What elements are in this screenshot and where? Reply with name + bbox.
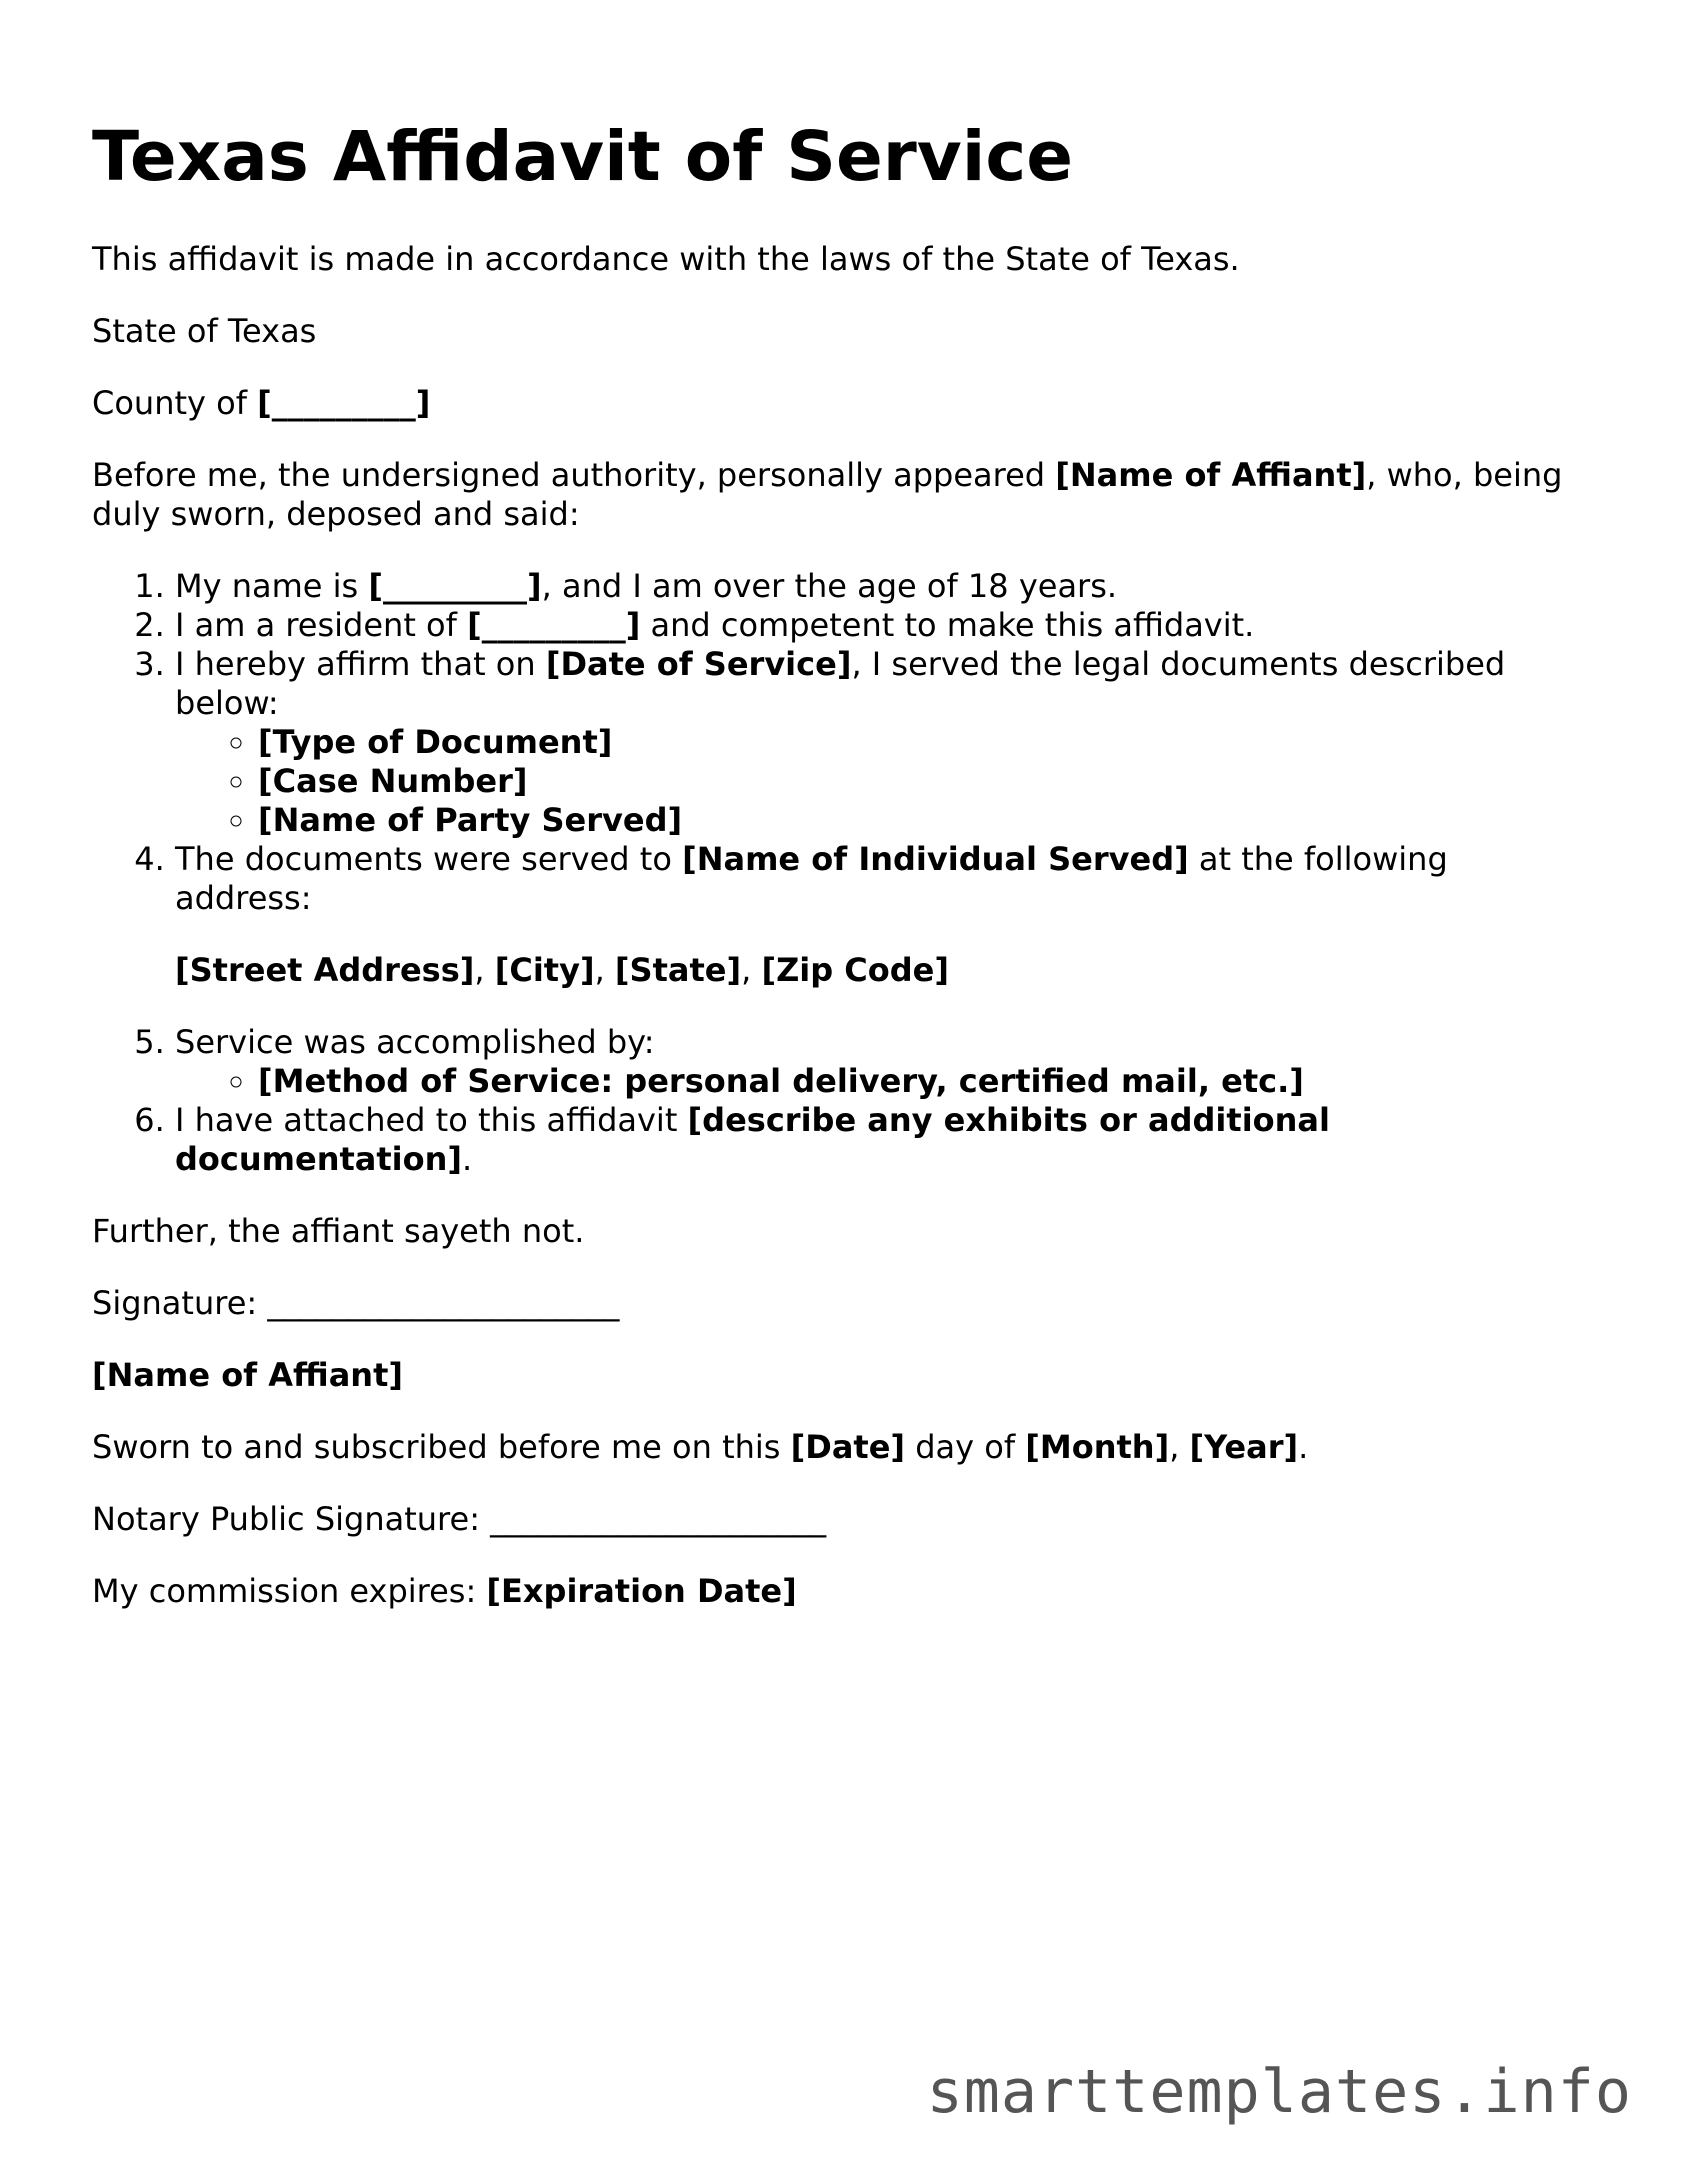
state-placeholder: [State] — [614, 951, 742, 989]
address-separator: , — [474, 951, 495, 989]
commission-line — [92, 1572, 1592, 1611]
item5-text: Service was accomplished by: — [175, 1023, 655, 1061]
item6-post: . — [462, 1140, 473, 1178]
expiration-date-placeholder: [Expiration Date] — [486, 1572, 797, 1610]
list-item — [175, 606, 1592, 645]
county-blank: [_________] — [257, 384, 431, 422]
item3-post: , I served the legal documents described below: — [175, 645, 1506, 722]
address-separator: , — [594, 951, 615, 989]
sub-list-item — [258, 801, 1592, 840]
city-placeholder: [City] — [494, 951, 595, 989]
list-item — [175, 645, 1592, 840]
appearance-paragraph — [92, 456, 1592, 534]
affiant-name-placeholder: [Name of Affiant] — [1055, 456, 1367, 494]
case-number-placeholder: [Case Number] — [258, 762, 528, 800]
name-blank: [_________] — [368, 567, 542, 605]
party-served-placeholder: [Name of Party Served] — [258, 801, 683, 839]
method-list — [175, 1062, 1592, 1101]
address-separator: , — [741, 951, 762, 989]
signature-line: Signature: ______________________ — [92, 1284, 620, 1322]
further-statement: Further, the affiant sayeth not. — [92, 1212, 585, 1250]
sworn-month-placeholder: [Month] — [1025, 1428, 1170, 1466]
notary-signature-line: Notary Public Signature: _____________________ — [92, 1500, 827, 1538]
method-of-service-placeholder: [Method of Service: personal delivery, certified mail, etc.] — [258, 1062, 1304, 1100]
appearance-text-post: , who, being duly sworn, deposed and said: — [92, 456, 1563, 533]
item1-pre: My name is — [175, 567, 369, 605]
item4-pre: The documents were served to — [175, 840, 683, 878]
sworn-mid: day of — [905, 1428, 1026, 1466]
address-line — [175, 951, 1592, 990]
watermark: smarttemplates.info — [926, 2057, 1632, 2127]
sworn-sep: , — [1169, 1428, 1190, 1466]
type-of-document-placeholder: [Type of Document] — [258, 723, 613, 761]
sworn-end: . — [1298, 1428, 1309, 1466]
county-label: County of — [92, 384, 258, 422]
intro-paragraph: This affidavit is made in accordance with the laws of the State of Texas. — [92, 240, 1240, 278]
list-item — [175, 840, 1592, 990]
state-line: State of Texas — [92, 312, 317, 350]
street-placeholder: [Street Address] — [175, 951, 475, 989]
residence-blank: [_________] — [467, 606, 641, 644]
statement-list — [92, 567, 1592, 1179]
document-page — [92, 0, 1592, 1611]
sub-list-item — [258, 762, 1592, 801]
sworn-pre: Sworn to and subscribed before me on this — [92, 1428, 791, 1466]
sub-list-item — [258, 1062, 1592, 1101]
affiant-name-line — [92, 1356, 1592, 1395]
individual-served-placeholder: [Name of Individual Served] — [682, 840, 1189, 878]
appearance-text-pre: Before me, the undersigned authority, personally appeared — [92, 456, 1056, 494]
zip-placeholder: [Zip Code] — [761, 951, 949, 989]
sub-list-item — [258, 723, 1592, 762]
item2-post: and competent to make this affidavit. — [640, 606, 1255, 644]
sworn-line — [92, 1428, 1592, 1467]
sworn-date-placeholder: [Date] — [790, 1428, 906, 1466]
item3-pre: I hereby affirm that on — [175, 645, 546, 683]
list-item — [175, 1101, 1592, 1179]
list-item — [175, 1023, 1592, 1101]
page-title: Texas Affidavit of Service — [92, 117, 1074, 197]
sworn-year-placeholder: [Year] — [1189, 1428, 1299, 1466]
item1-post: , and I am over the age of 18 years. — [541, 567, 1118, 605]
document-details-list — [175, 723, 1592, 840]
commission-label: My commission expires: — [92, 1572, 487, 1610]
list-item — [175, 567, 1592, 606]
affiant-name-placeholder: [Name of Affiant] — [92, 1356, 403, 1394]
date-of-service-placeholder: [Date of Service] — [545, 645, 852, 683]
item2-pre: I am a resident of — [175, 606, 468, 644]
item6-pre: I have attached to this affidavit — [175, 1101, 688, 1139]
county-line — [92, 384, 1592, 423]
item4-post: at the following address: — [175, 840, 1448, 917]
exhibits-placeholder: [describe any exhibits or additional documentation] — [175, 1101, 1330, 1178]
